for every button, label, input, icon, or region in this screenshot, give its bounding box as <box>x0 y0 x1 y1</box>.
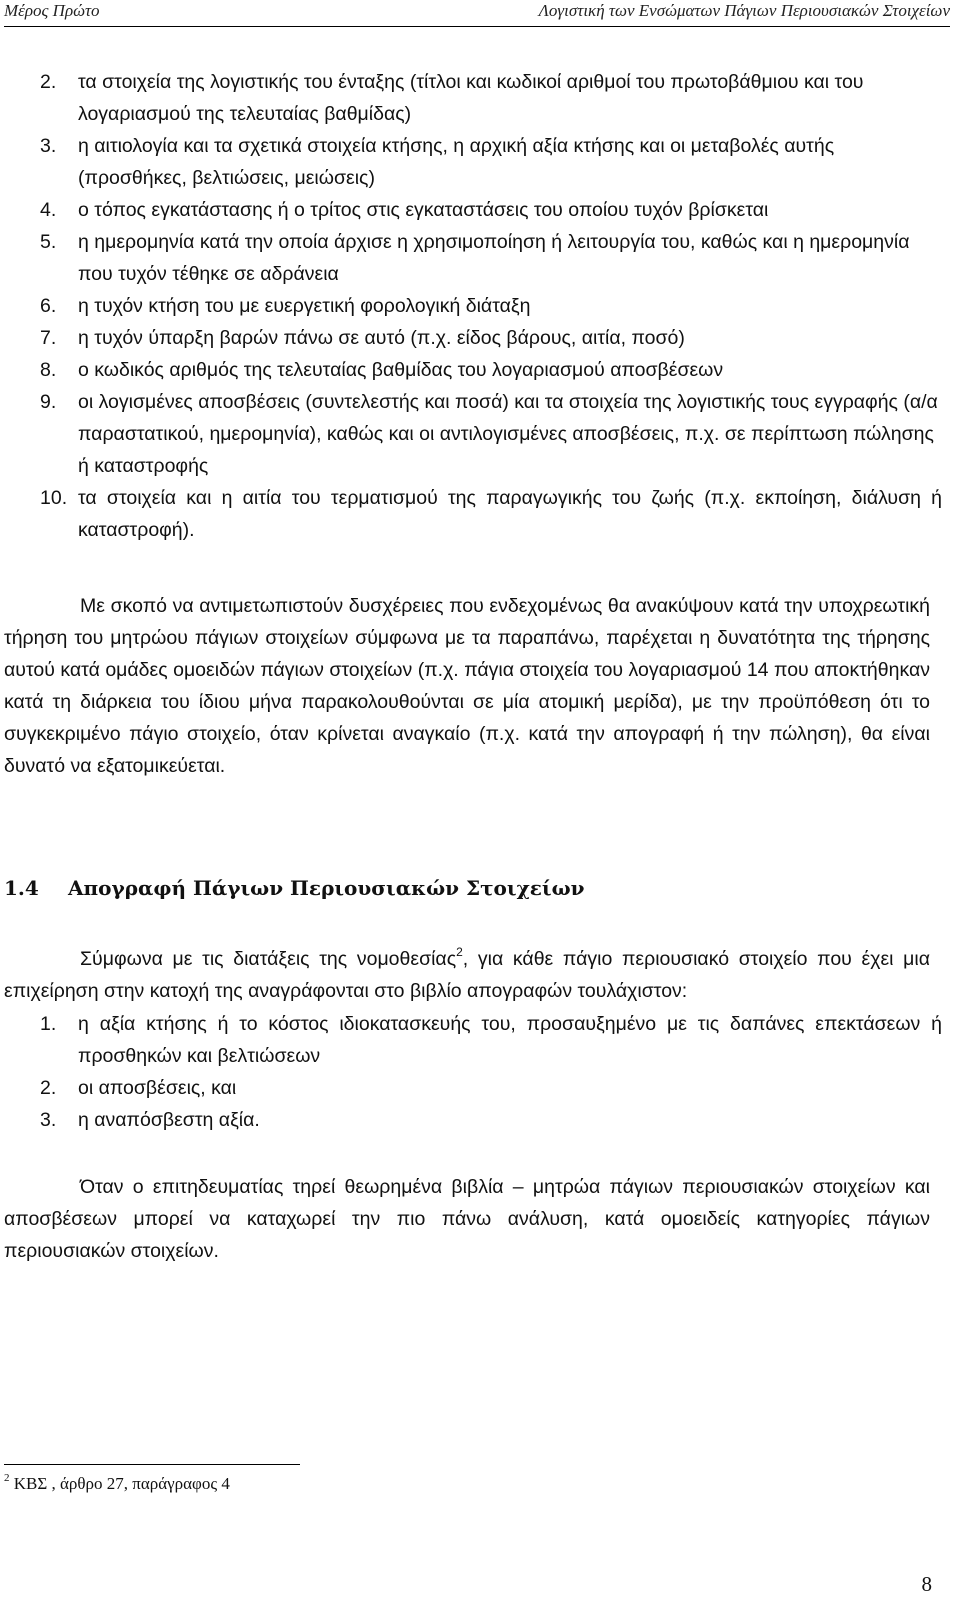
footnote-separator <box>4 1464 300 1465</box>
list-number: 8. <box>40 359 57 381</box>
list-item <box>40 1008 942 1072</box>
list-number: 5. <box>40 231 57 253</box>
list-item <box>40 1072 942 1104</box>
list-item-text: τα στοιχεία και η αιτία του τερματισμού της παραγωγικής του ζωής (π.χ. εκποίηση, διάλυση ή καταστροφή). <box>78 487 942 541</box>
list-item <box>40 66 942 130</box>
list-item-text: ο τόπος εγκατάστασης ή ο τρίτος στις εγκαταστάσεις του οποίου τυχόν βρίσκεται <box>78 199 769 221</box>
footnote-reference[interactable]: 2 <box>456 945 463 959</box>
list-number: 2. <box>40 1077 57 1099</box>
inventory-items-list <box>40 1008 942 1136</box>
section-title: Απογραφή Πάγιων Περιουσιακών Στοιχείων <box>68 876 585 900</box>
list-number: 3. <box>40 135 57 157</box>
list-item <box>40 386 942 482</box>
list-item-text: οι αποσβέσεις, και <box>78 1077 237 1099</box>
list-item <box>40 482 942 546</box>
running-header <box>4 0 950 27</box>
footnote-text: ΚΒΣ , άρθρο 27, παράγραφος 4 <box>13 1474 230 1493</box>
header-chapter-title: Λογιστική των Ενσώματων Πάγιων Περιουσιακών Στοιχείων <box>538 1 950 20</box>
list-item-text: ο κωδικός αριθμός της τελευταίας βαθμίδας του λογαριασμού αποσβέσεων <box>78 359 724 381</box>
list-number: 4. <box>40 199 57 221</box>
paragraph-certified-books: Όταν ο επιτηδευματίας τηρεί θεωρημένα βιβλία – μητρώα πάγιων περιουσιακών στοιχείων και αποσβέσεων μπορεί να καταχωρεί την πιο πάνω ανάλυση, κατά ομοειδείς κατηγορίες πάγιων περιουσιακών στοιχείων. <box>4 1176 930 1262</box>
paragraph-text: , για κάθε πάγιο περιουσιακό στοιχείο που έχει μια επιχείρηση στην κατοχή της αναγράφονται στο βιβλίο απογραφών τουλάχιστον: <box>4 948 930 1002</box>
list-item <box>40 130 942 194</box>
list-item-text: η ημερομηνία κατά την οποία άρχισε η χρησιμοποίηση ή λειτουργία του, καθώς και η ημερομηνία που τυχόν τέθηκε σε αδράνεια <box>78 231 910 285</box>
section-heading <box>4 876 904 900</box>
list-item-text: η τυχόν κτήση του με ευεργετική φορολογική διάταξη <box>78 295 531 317</box>
list-number: 7. <box>40 327 57 349</box>
list-number: 1. <box>40 1013 57 1035</box>
list-number: 10. <box>40 487 68 509</box>
list-item-text: η αξία κτήσης ή το κόστος ιδιοκατασκευής του, προσαυξημένο με τις δαπάνες επεκτάσεων ή προσθηκών και βελτιώσεων <box>78 1013 942 1067</box>
paragraph-text: Σύμφωνα με τις διατάξεις της νομοθεσίας <box>80 948 457 970</box>
list-item-text: τα στοιχεία της λογιστικής του ένταξης (τίτλοι και κωδικοί αριθμοί του πρωτοβάθμιου και του λογαριασμού της τελευταίας βαθμίδας) <box>78 71 864 125</box>
list-number: 2. <box>40 71 57 93</box>
list-item <box>40 354 942 386</box>
page-number: 8 <box>921 1572 932 1596</box>
list-item <box>40 290 942 322</box>
footnote <box>4 1474 230 1494</box>
list-item-text: η τυχόν ύπαρξη βαρών πάνω σε αυτό (π.χ. είδος βάρους, αιτία, ποσό) <box>78 327 685 349</box>
section-number: 1.4 <box>4 876 39 900</box>
list-number: 9. <box>40 391 57 413</box>
list-item <box>40 322 942 354</box>
fixed-asset-register-list <box>40 66 942 546</box>
list-item-text: η αναπόσβεστη αξία. <box>78 1109 260 1131</box>
paragraph-inventory-requirements <box>4 943 930 1007</box>
list-item <box>40 226 942 290</box>
paragraph-grouping-assets: Με σκοπό να αντιμετωπιστούν δυσχέρειες που ενδεχομένως θα ανακύψουν κατά την υποχρεωτική τήρηση του μητρώου πάγιων στοιχείων σύμφωνα με τα παραπάνω, παρέχεται η δυνατότητα της τήρησης αυτού κατά ομάδες ομοειδών πάγιων στοιχείων (π.χ. πάγια στοιχεία του λογαριασμού 14 που αποκτήθηκαν κατά τη διάρκεια του ίδιου μήνα παρακολουθούνται σε μία ατομική μερίδα), με την προϋπόθεση ότι το συγκεκριμένο πάγιο στοιχείο, όταν κρίνεται αναγκαίο (π.χ. κατά την απογραφή ή την πώληση), θα είναι δυνατό να εξατομικεύεται. <box>4 595 930 777</box>
list-item <box>40 1104 942 1136</box>
list-number: 3. <box>40 1109 57 1131</box>
header-part-title: Μέρος Πρώτο <box>4 1 100 20</box>
footnote-mark: 2 <box>4 1472 10 1484</box>
list-item-text: η αιτιολογία και τα σχετικά στοιχεία κτήσης, η αρχική αξία κτήσης και οι μεταβολές αυτής (προσθήκες, βελτιώσεις, μειώσεις) <box>78 135 835 189</box>
list-number: 6. <box>40 295 57 317</box>
list-item <box>40 194 942 226</box>
list-item-text: οι λογισμένες αποσβέσεις (συντελεστής και ποσά) και τα στοιχεία της λογιστικής τους εγγραφής (α/α παραστατικού, ημερομηνία), καθώς και οι αντιλογισμένες αποσβέσεις, π.χ. σε περίπτωση πώλησης ή καταστροφής <box>78 391 938 477</box>
